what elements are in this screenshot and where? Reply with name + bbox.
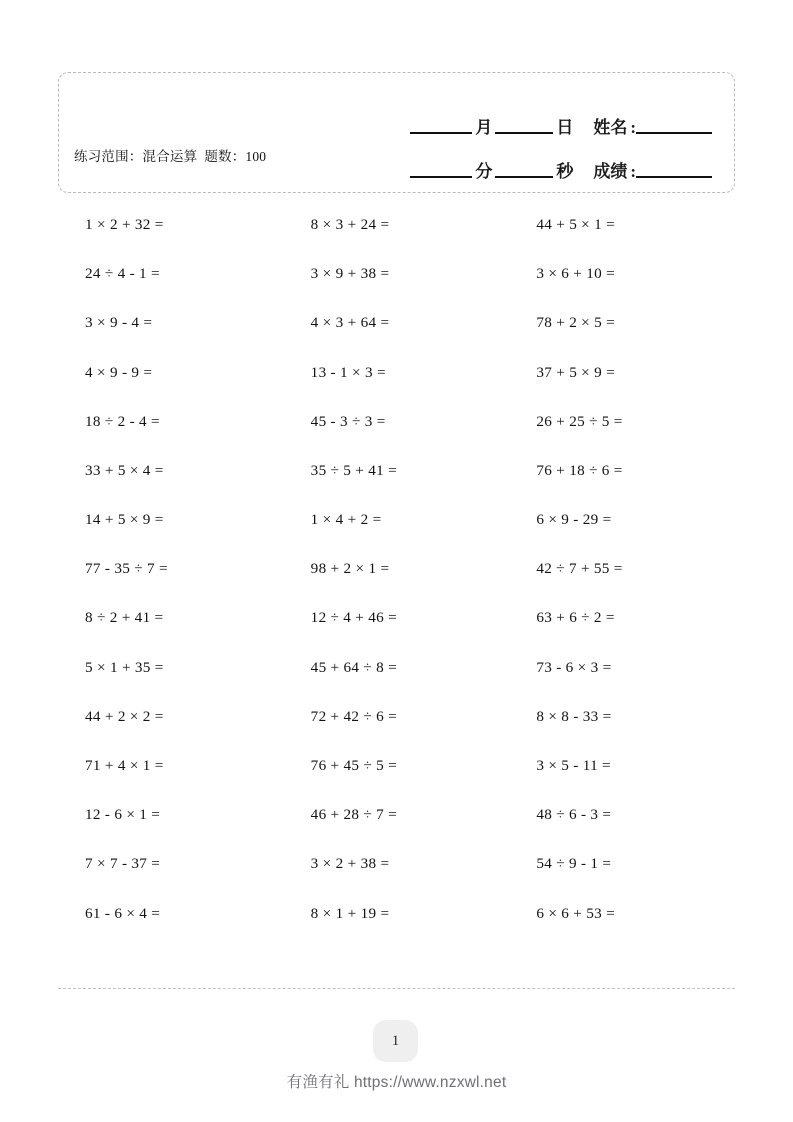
- problem-cell: 76 + 18 ÷ 6 =: [536, 461, 623, 479]
- minute-label: 分: [475, 162, 493, 181]
- problem-row: [58, 249, 735, 298]
- problem-cell: 1 × 2 + 32 =: [85, 215, 164, 233]
- problem-cell: 42 ÷ 7 + 55 =: [536, 560, 623, 578]
- score-blank-line[interactable]: [636, 175, 712, 178]
- problem-cell: 13 - 1 × 3 =: [310, 363, 386, 381]
- problem-cell: 61 - 6 × 4 =: [85, 904, 161, 922]
- problem-row: [58, 889, 735, 938]
- problem-cell: 8 ÷ 2 + 41 =: [85, 609, 164, 627]
- page-number: 1: [391, 1032, 400, 1049]
- practice-scope-label: 练习范围：混合运算: [74, 149, 198, 164]
- problem-cell: 78 + 2 × 5 =: [536, 314, 615, 332]
- problem-cell: 33 + 5 × 4 =: [85, 461, 164, 479]
- problem-cell: 8 × 1 + 19 =: [310, 904, 390, 922]
- problem-row: [58, 495, 735, 544]
- problem-row: [58, 397, 735, 446]
- minute-blank-line[interactable]: [410, 175, 472, 178]
- problem-cell: 45 - 3 ÷ 3 =: [310, 412, 386, 430]
- problem-cell: 76 + 45 ÷ 5 =: [310, 757, 397, 775]
- problem-cell: 98 + 2 × 1 =: [310, 560, 390, 578]
- problem-cell: 3 × 9 - 4 =: [85, 314, 153, 332]
- date-fill-row: [382, 93, 712, 137]
- problem-row: [58, 200, 735, 249]
- problem-row: [58, 741, 735, 790]
- problem-cell: 5 × 1 + 35 =: [85, 658, 164, 676]
- month-blank-line[interactable]: [410, 131, 472, 134]
- problem-cell: 63 + 6 ÷ 2 =: [536, 609, 615, 627]
- problem-cell: 3 × 9 + 38 =: [310, 265, 390, 283]
- problem-cell: 8 × 3 + 24 =: [310, 215, 390, 233]
- problem-row: [58, 594, 735, 643]
- problem-cell: 3 × 2 + 38 =: [310, 855, 390, 873]
- problem-cell: 18 ÷ 2 - 4 =: [85, 412, 160, 430]
- problem-cell: 44 + 5 × 1 =: [536, 215, 615, 233]
- problem-row: [58, 692, 735, 741]
- day-label: 日: [556, 118, 574, 137]
- problem-count-label: 题数：100: [204, 149, 267, 164]
- problem-cell: 4 × 9 - 9 =: [85, 363, 153, 381]
- problem-cell: 72 + 42 ÷ 6 =: [310, 707, 397, 725]
- footer-divider: [58, 988, 735, 989]
- header-fill-in-rows: [382, 93, 712, 181]
- problem-cell: 71 + 4 × 1 =: [85, 757, 164, 775]
- page-number-badge: [373, 1020, 418, 1062]
- day-blank-line[interactable]: [495, 131, 553, 134]
- second-label: 秒: [556, 162, 574, 181]
- practice-meta-line: [74, 145, 266, 165]
- problem-cell: 8 × 8 - 33 =: [536, 707, 612, 725]
- problem-grid: [58, 200, 735, 938]
- site-attribution: 有渔有礼 https://www.nzxwl.net: [286, 1074, 507, 1091]
- name-colon: :: [630, 118, 636, 137]
- score-colon: :: [630, 162, 636, 181]
- name-label: 姓名: [593, 118, 628, 137]
- problem-cell: 73 - 6 × 3 =: [536, 658, 612, 676]
- problem-cell: 6 × 6 + 53 =: [536, 904, 615, 922]
- problem-row: [58, 790, 735, 839]
- problem-cell: 46 + 28 ÷ 7 =: [310, 806, 397, 824]
- problem-row: [58, 298, 735, 347]
- problem-cell: 1 × 4 + 2 =: [310, 511, 382, 529]
- problem-row: [58, 446, 735, 495]
- problem-cell: 37 + 5 × 9 =: [536, 363, 615, 381]
- second-blank-line[interactable]: [495, 175, 553, 178]
- time-fill-row: [382, 137, 712, 181]
- problem-cell: 35 ÷ 5 + 41 =: [310, 461, 397, 479]
- problem-cell: 7 × 7 - 37 =: [85, 855, 161, 873]
- problem-row: [58, 643, 735, 692]
- score-label: 成绩: [593, 162, 628, 181]
- problem-cell: 3 × 5 - 11 =: [536, 757, 611, 775]
- problem-cell: 3 × 6 + 10 =: [536, 265, 615, 283]
- problem-cell: 48 ÷ 6 - 3 =: [536, 806, 612, 824]
- name-blank-line[interactable]: [636, 131, 712, 134]
- problem-cell: 44 + 2 × 2 =: [85, 707, 164, 725]
- problem-cell: 4 × 3 + 64 =: [310, 314, 390, 332]
- problem-cell: 77 - 35 ÷ 7 =: [85, 560, 168, 578]
- problem-cell: 26 + 25 ÷ 5 =: [536, 412, 623, 430]
- problem-cell: 14 + 5 × 9 =: [85, 511, 164, 529]
- worksheet-header-box: [58, 72, 735, 193]
- problem-row: [58, 348, 735, 397]
- problem-cell: 12 - 6 × 1 =: [85, 806, 161, 824]
- problem-cell: 45 + 64 ÷ 8 =: [310, 658, 397, 676]
- problem-row: [58, 544, 735, 593]
- month-label: 月: [475, 118, 493, 137]
- problem-cell: 24 ÷ 4 - 1 =: [85, 265, 160, 283]
- problem-row: [58, 839, 735, 888]
- problem-cell: 12 ÷ 4 + 46 =: [310, 609, 397, 627]
- problem-cell: 6 × 9 - 29 =: [536, 511, 612, 529]
- problem-cell: 54 ÷ 9 - 1 =: [536, 855, 612, 873]
